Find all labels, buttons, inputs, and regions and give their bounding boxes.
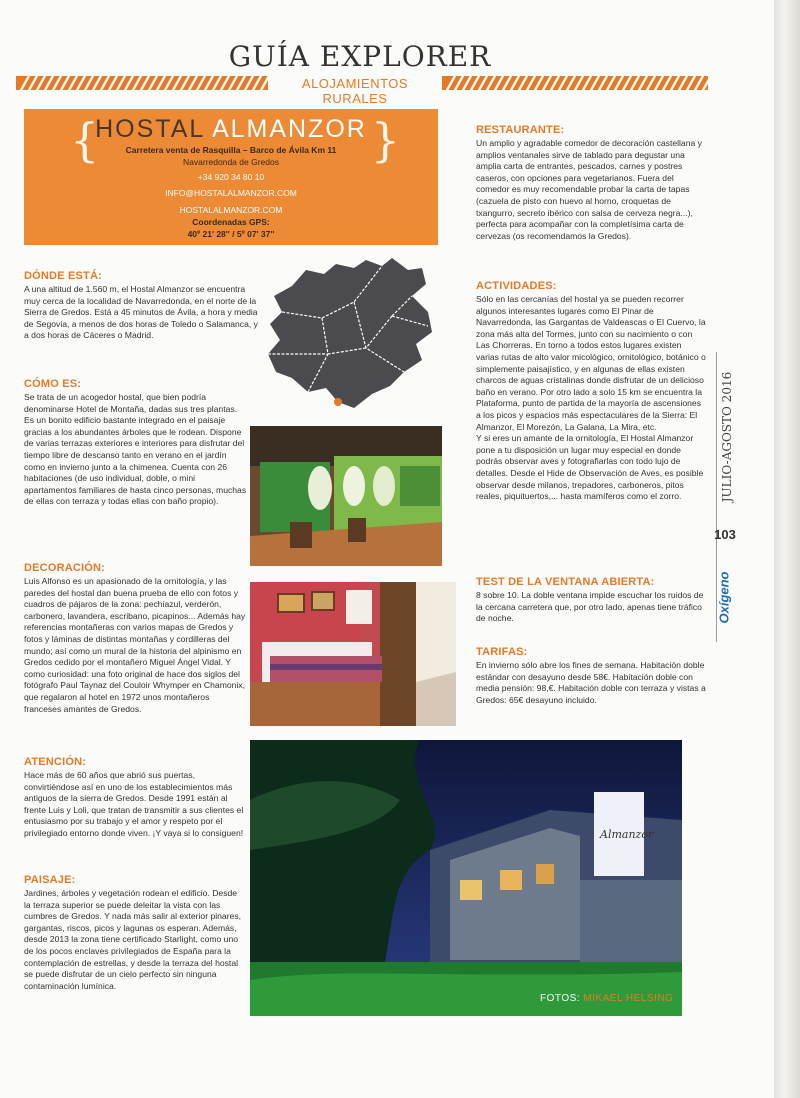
hostal-name [24, 115, 438, 144]
text-actividades: Sólo en las cercanías del hostal ya se pueden recorrer algunos interesantes lugares como El Pinar de Navarredonda, las Gargantas de Valdeascas o El Cuervo, la zona más alta del Tormes, junto con su nacimiento o con Las Chorreras. En torno a todos estos lugares existen varias rutas de alto valor micológico, ornitológico, botánico o simplemente paisajístico, y en algunas de ellas existen charcos de aguas cristalinas donde disfrutar de un delicioso baño en verano. Por otro lado a solo 15 km se encuentra la Plataforma, punto de partida de la mayoría de ascensiones a los picos y espacios más espectaculares de la Sierra: El Almanzor, El Morezón, La Galana, La Mira, etc. Y si eres un amante de la ornitología, El Hostal Almanzor pone a tu disposición un lugar muy especial en donde podrás observar aves y fotografiarlas con todo lujo de detalles. Desde el Hide de Observación de Aves, es posible observar desde milanos, trepadores, carboneros, pitos reales, piquituertos,... hasta mamíferos como el zorro. [476, 294, 706, 502]
heading-decoracion: DECORACIÓN: [24, 562, 106, 574]
heading-test: TEST DE LA VENTANA ABIERTA: [476, 576, 655, 588]
hostal-town: Navarredonda de Gredos [183, 157, 279, 167]
header-band-left [16, 76, 268, 90]
text-restaurante: Un amplio y agradable comedor de decoración castellana y amplios ventanales sirve de tablado para degustar una amplia carta de entrantes, pescados, carnes y postres caseros, con opciones para vegetarianos. Fuera del comedor es muy recomendable probar la carta de tapas (cazuela de pisto con huevo al horno, croquetas de txangurro, secreto ibérico con salsa de cerveza negra...), perfecta para acompañar con la completísima carta de cervezas (os recomendamos la Gredos). [476, 138, 702, 241]
hostal-coords: 40º 21' 28'' / 5º 07' 37'' [187, 229, 275, 239]
text-test: 8 sobre 10. La doble ventana impide escuchar los ruidos de la cercana carretera que, por otro lado, apenas tiene tráfico de noche. [476, 590, 704, 624]
hostal-info-box [24, 109, 438, 245]
text-paisaje: Jardines, árboles y vegetación rodean el edificio. Desde la terraza superior se puede deleitar la vista con las cumbres de Gredos. Y nada más salir al exterior pinares, gargantas, riscos, picos y lagunas os esperan. Además, desde 2013 la zona tiene certificado Starlight, como uno de los pocos enclaves privilegiados de España para la contemplación de estrellas, y desde la terraza del hostal se puede disfrutar de un cielo perfecto sin ninguna contaminación lumínica. [24, 888, 242, 991]
hostal-name-a: HOSTAL [95, 115, 205, 143]
photo-terrace [250, 426, 442, 566]
heading-atencion: ATENCIÓN: [24, 756, 87, 768]
heading-paisaje: PAISAJE: [24, 874, 76, 886]
text-como: Se trata de un acogedor hostal, que bien podría denominarse Hotel de Montaña, dadas sus tres plantas. Es un bonito edificio bastante integrado en el paisaje gracias a los abundantes árboles que le rodean. Dispone de varias terrazas exteriores e interiores para disfrutar del tiempo libre de descanso tanto en verano en el jardín como en invierno junto a la chimenea. Cuenta con 26 habitaciones (de uso individual, doble, o mini apartamentos familiares de hasta cinco personas, muchas de ellas con terraza y todas ellas con baño propio). [24, 392, 247, 507]
hostal-name-b: ALMANZOR [211, 115, 367, 143]
hostal-address: Carretera venta de Rasquilla – Barco de Ávila Km 11 [125, 145, 337, 155]
hostal-email[interactable]: INFO@HOSTALALMANZOR.COM [165, 188, 297, 198]
text-atencion: Hace más de 60 años que abrió sus puertas, convirtiéndose así en uno de los establecimientos más antiguos de la sierra de Gredos. Desde 1991 están al frente Luis y Loli, que tratan de transmitir a sus clientes el entusiasmo por su trabajo y el amor y respeto por el privilegiado entorno donde viven. ¡Y vaya si lo consiguen! [24, 770, 244, 838]
brand-logo: Oxígeno [716, 571, 732, 624]
page-edge [774, 0, 800, 1098]
brace-right-icon: } [370, 113, 400, 167]
issue-date: JULIO-AGOSTO 2016 [720, 371, 734, 503]
section-subtitle: ALOJAMIENTOS RURALES [301, 76, 409, 106]
photo-credit: FOTOS: MIKAEL HELSING [540, 993, 674, 1004]
heading-tarifas: TARIFAS: [476, 646, 528, 658]
region-map [262, 256, 438, 414]
heading-restaurante: RESTAURANTE: [476, 124, 565, 136]
text-decoracion: Luis Alfonso es un apasionado de la ornitología, y las paredes del hostal dan buena prueba de ello con fotos y cuadros de pájaros de la zona: pechiazul, verderón, carbonero, lavandera, escribano, picapinos... Además hay referencias montañeras con varios mapas de Gredos y fotos y láminas de distintas montañas y cordilleras del mundo; así como un mural de la historia del alpinismo en Gredos cedido por el montañero Miguel Ángel Vidal. Y como curiosidad: una foto original de hace dos siglos del fotógrafo Paul Taynaz del Couloir Whymper en Chamonix, que regalaron al hotel en 1972 unos montañeros franceses amantes de Gredos. [24, 576, 246, 714]
text-donde: A una altitud de 1.560 m, el Hostal Almanzor se encuentra muy cerca de la localidad de Navarredonda, en el norte de la Sierra de Gredos. Está a 45 minutos de Ávila, a hora y media de Segovia, a menos de dos horas de Toledo o Salamanca, y a dos horas de Cáceres o Madrid. [24, 284, 258, 341]
header-band-right [442, 76, 708, 90]
hostal-phone: +34 920 34 80 10 [197, 172, 265, 182]
photo-hostal-night [250, 740, 682, 1016]
heading-como: CÓMO ES: [24, 378, 82, 390]
hostal-coords-label: Coordenadas GPS: [192, 217, 270, 227]
hostal-sign: Almanzor [600, 828, 654, 841]
brace-left-icon: { [70, 113, 100, 167]
heading-donde: DÓNDE ESTÁ: [24, 270, 102, 282]
photo-bedroom [250, 582, 456, 726]
heading-actividades: ACTIVIDADES: [476, 280, 557, 292]
hostal-web[interactable]: HOSTALALMANZOR.COM [179, 205, 283, 215]
text-tarifas: En invierno sólo abre los fines de semana. Habitación doble estándar con desayuno desde 58€. Habitación doble con media pensión: 98,€. Habitación doble con terraza y vistas a Gredos: 65€ desayuno incluido. [476, 660, 706, 705]
section-title: GUÍA EXPLORER [228, 40, 492, 73]
page-number: 103 [714, 527, 736, 542]
